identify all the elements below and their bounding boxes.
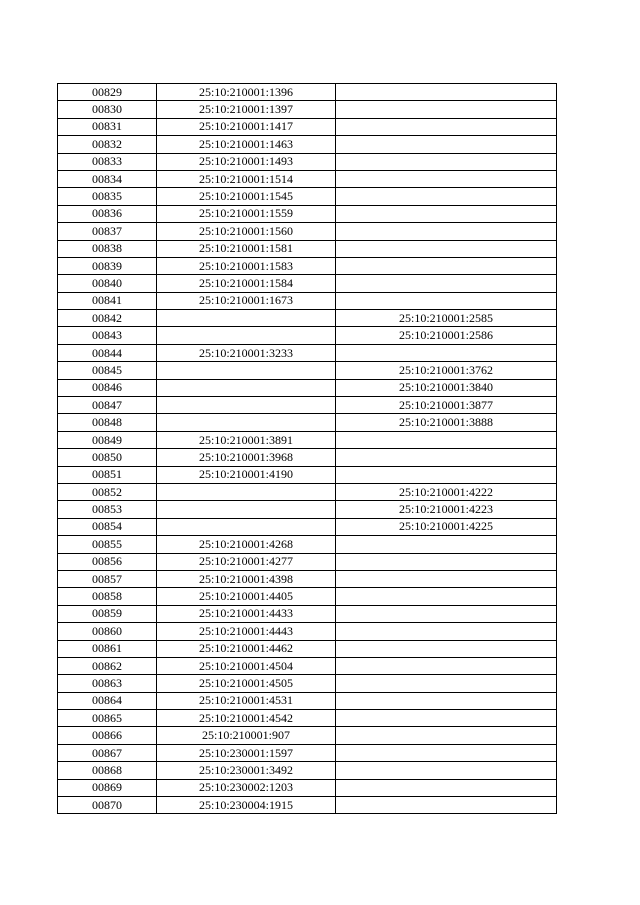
cadastral-number-alt-cell [336,257,557,274]
cadastral-number-cell: 25:10:210001:1584 [157,275,336,292]
table-row [58,797,557,814]
table-row [58,762,557,779]
row-number-cell: 00858 [58,588,157,605]
cadastral-number-alt-cell [336,779,557,796]
cadastral-number-cell: 25:10:230002:1203 [157,779,336,796]
table-row [58,779,557,796]
row-number-cell: 00829 [58,84,157,101]
cadastral-number-cell: 25:10:210001:4443 [157,623,336,640]
row-number-cell: 00853 [58,501,157,518]
row-number-cell: 00852 [58,483,157,500]
table-row [58,483,557,500]
cadastral-number-alt-cell: 25:10:210001:4223 [336,501,557,518]
cadastral-number-alt-cell: 25:10:210001:3762 [336,362,557,379]
row-number-cell: 00859 [58,605,157,622]
cadastral-number-cell [157,501,336,518]
cadastral-number-cell: 25:10:210001:1583 [157,257,336,274]
table-row [58,310,557,327]
cadastral-number-alt-cell: 25:10:210001:3888 [336,414,557,431]
table-row [58,518,557,535]
table-row [58,101,557,118]
cadastral-number-cell: 25:10:210001:4398 [157,570,336,587]
row-number-cell: 00850 [58,449,157,466]
table-row [58,744,557,761]
cadastral-number-alt-cell [336,101,557,118]
cadastral-number-alt-cell [336,657,557,674]
cadastral-number-cell: 25:10:210001:1397 [157,101,336,118]
row-number-cell: 00838 [58,240,157,257]
cadastral-number-alt-cell [336,797,557,814]
row-number-cell: 00854 [58,518,157,535]
cadastral-number-cell: 25:10:210001:1463 [157,136,336,153]
table-row [58,275,557,292]
table-row [58,292,557,309]
cadastral-number-cell: 25:10:210001:4190 [157,466,336,483]
cadastral-number-alt-cell [336,744,557,761]
table-row [58,623,557,640]
row-number-cell: 00832 [58,136,157,153]
table-row [58,379,557,396]
row-number-cell: 00851 [58,466,157,483]
cadastral-number-cell: 25:10:210001:4505 [157,675,336,692]
row-number-cell: 00837 [58,223,157,240]
cadastral-number-alt-cell [336,240,557,257]
cadastral-number-cell [157,397,336,414]
table-row [58,188,557,205]
cadastral-number-cell: 25:10:210001:4433 [157,605,336,622]
cadastral-number-alt-cell: 25:10:210001:2585 [336,310,557,327]
table-row [58,727,557,744]
cadastral-number-alt-cell: 25:10:210001:3877 [336,397,557,414]
cadastral-number-cell [157,483,336,500]
table-row [58,501,557,518]
cadastral-number-cell: 25:10:210001:1514 [157,170,336,187]
table-row [58,657,557,674]
table-row [58,431,557,448]
cadastral-number-cell: 25:10:210001:4504 [157,657,336,674]
cadastral-number-cell: 25:10:210001:4462 [157,640,336,657]
row-number-cell: 00836 [58,205,157,222]
row-number-cell: 00856 [58,553,157,570]
cadastral-number-alt-cell [336,570,557,587]
row-number-cell: 00835 [58,188,157,205]
cadastral-number-alt-cell [336,692,557,709]
table-row [58,692,557,709]
cadastral-number-cell: 25:10:210001:1673 [157,292,336,309]
cadastral-number-alt-cell [336,223,557,240]
table-row [58,205,557,222]
cadastral-number-cell: 25:10:210001:4542 [157,710,336,727]
cadastral-number-alt-cell [336,153,557,170]
cadastral-number-alt-cell [336,466,557,483]
cadastral-number-alt-cell [336,205,557,222]
row-number-cell: 00841 [58,292,157,309]
cadastral-number-alt-cell [336,170,557,187]
row-number-cell: 00839 [58,257,157,274]
row-number-cell: 00862 [58,657,157,674]
table-row [58,570,557,587]
row-number-cell: 00861 [58,640,157,657]
row-number-cell: 00830 [58,101,157,118]
table-row [58,362,557,379]
cadastral-number-cell: 25:10:210001:4405 [157,588,336,605]
table-row [58,136,557,153]
cadastral-number-alt-cell: 25:10:210001:4222 [336,483,557,500]
cadastral-number-alt-cell [336,275,557,292]
cadastral-number-cell [157,518,336,535]
cadastral-number-cell: 25:10:210001:1417 [157,118,336,135]
cadastral-number-cell: 25:10:210001:1581 [157,240,336,257]
row-number-cell: 00834 [58,170,157,187]
cadastral-number-alt-cell [336,84,557,101]
cadastral-number-cell: 25:10:210001:1545 [157,188,336,205]
cadastral-number-alt-cell [336,553,557,570]
table-row [58,605,557,622]
row-number-cell: 00865 [58,710,157,727]
row-number-cell: 00855 [58,536,157,553]
cadastral-number-alt-cell [336,344,557,361]
table-row [58,466,557,483]
cadastral-number-cell [157,327,336,344]
cadastral-number-cell [157,414,336,431]
cadastral-number-cell: 25:10:230004:1915 [157,797,336,814]
cadastral-number-alt-cell [336,188,557,205]
row-number-cell: 00844 [58,344,157,361]
row-number-cell: 00831 [58,118,157,135]
table-row [58,640,557,657]
cadastral-number-alt-cell [336,710,557,727]
table-row [58,414,557,431]
cadastral-number-alt-cell: 25:10:210001:4225 [336,518,557,535]
cadastral-number-alt-cell: 25:10:210001:2586 [336,327,557,344]
cadastral-number-cell: 25:10:210001:4277 [157,553,336,570]
cadastral-number-alt-cell [336,536,557,553]
cadastral-number-alt-cell [336,762,557,779]
row-number-cell: 00867 [58,744,157,761]
row-number-cell: 00842 [58,310,157,327]
cadastral-number-cell: 25:10:210001:3968 [157,449,336,466]
row-number-cell: 00860 [58,623,157,640]
table-row [58,153,557,170]
row-number-cell: 00843 [58,327,157,344]
table-row [58,344,557,361]
row-number-cell: 00849 [58,431,157,448]
cadastral-number-cell: 25:10:210001:1559 [157,205,336,222]
cadastral-number-cell: 25:10:210001:907 [157,727,336,744]
cadastral-number-cell: 25:10:210001:1493 [157,153,336,170]
cadastral-number-cell: 25:10:210001:4531 [157,692,336,709]
table-row [58,397,557,414]
row-number-cell: 00833 [58,153,157,170]
cadastral-number-alt-cell [336,727,557,744]
table-row [58,449,557,466]
cadastral-number-cell: 25:10:210001:4268 [157,536,336,553]
table-row [58,327,557,344]
row-number-cell: 00869 [58,779,157,796]
cadastral-number-cell: 25:10:210001:1396 [157,84,336,101]
row-number-cell: 00846 [58,379,157,396]
row-number-cell: 00848 [58,414,157,431]
table-row [58,84,557,101]
cadastral-number-alt-cell [336,588,557,605]
table-row [58,223,557,240]
table-body [58,84,557,814]
cadastral-number-alt-cell: 25:10:210001:3840 [336,379,557,396]
cadastral-number-alt-cell [336,292,557,309]
cadastral-number-cell: 25:10:210001:1560 [157,223,336,240]
table-row [58,710,557,727]
cadastral-number-alt-cell [336,136,557,153]
table-row [58,257,557,274]
row-number-cell: 00864 [58,692,157,709]
row-number-cell: 00870 [58,797,157,814]
table-row [58,553,557,570]
row-number-cell: 00857 [58,570,157,587]
cadastral-number-alt-cell [336,449,557,466]
row-number-cell: 00863 [58,675,157,692]
table-row [58,170,557,187]
cadastral-table [57,83,557,814]
cadastral-number-cell: 25:10:230001:1597 [157,744,336,761]
cadastral-number-cell: 25:10:210001:3891 [157,431,336,448]
table-row [58,240,557,257]
cadastral-number-alt-cell [336,640,557,657]
cadastral-number-alt-cell [336,675,557,692]
row-number-cell: 00840 [58,275,157,292]
cadastral-number-cell: 25:10:230001:3492 [157,762,336,779]
cadastral-number-cell [157,362,336,379]
cadastral-number-cell: 25:10:210001:3233 [157,344,336,361]
table-row [58,536,557,553]
row-number-cell: 00866 [58,727,157,744]
cadastral-number-cell [157,310,336,327]
row-number-cell: 00847 [58,397,157,414]
cadastral-number-alt-cell [336,605,557,622]
row-number-cell: 00845 [58,362,157,379]
cadastral-number-cell [157,379,336,396]
cadastral-number-alt-cell [336,431,557,448]
table-row [58,675,557,692]
table-row [58,588,557,605]
row-number-cell: 00868 [58,762,157,779]
cadastral-number-alt-cell [336,118,557,135]
table-row [58,118,557,135]
cadastral-number-alt-cell [336,623,557,640]
